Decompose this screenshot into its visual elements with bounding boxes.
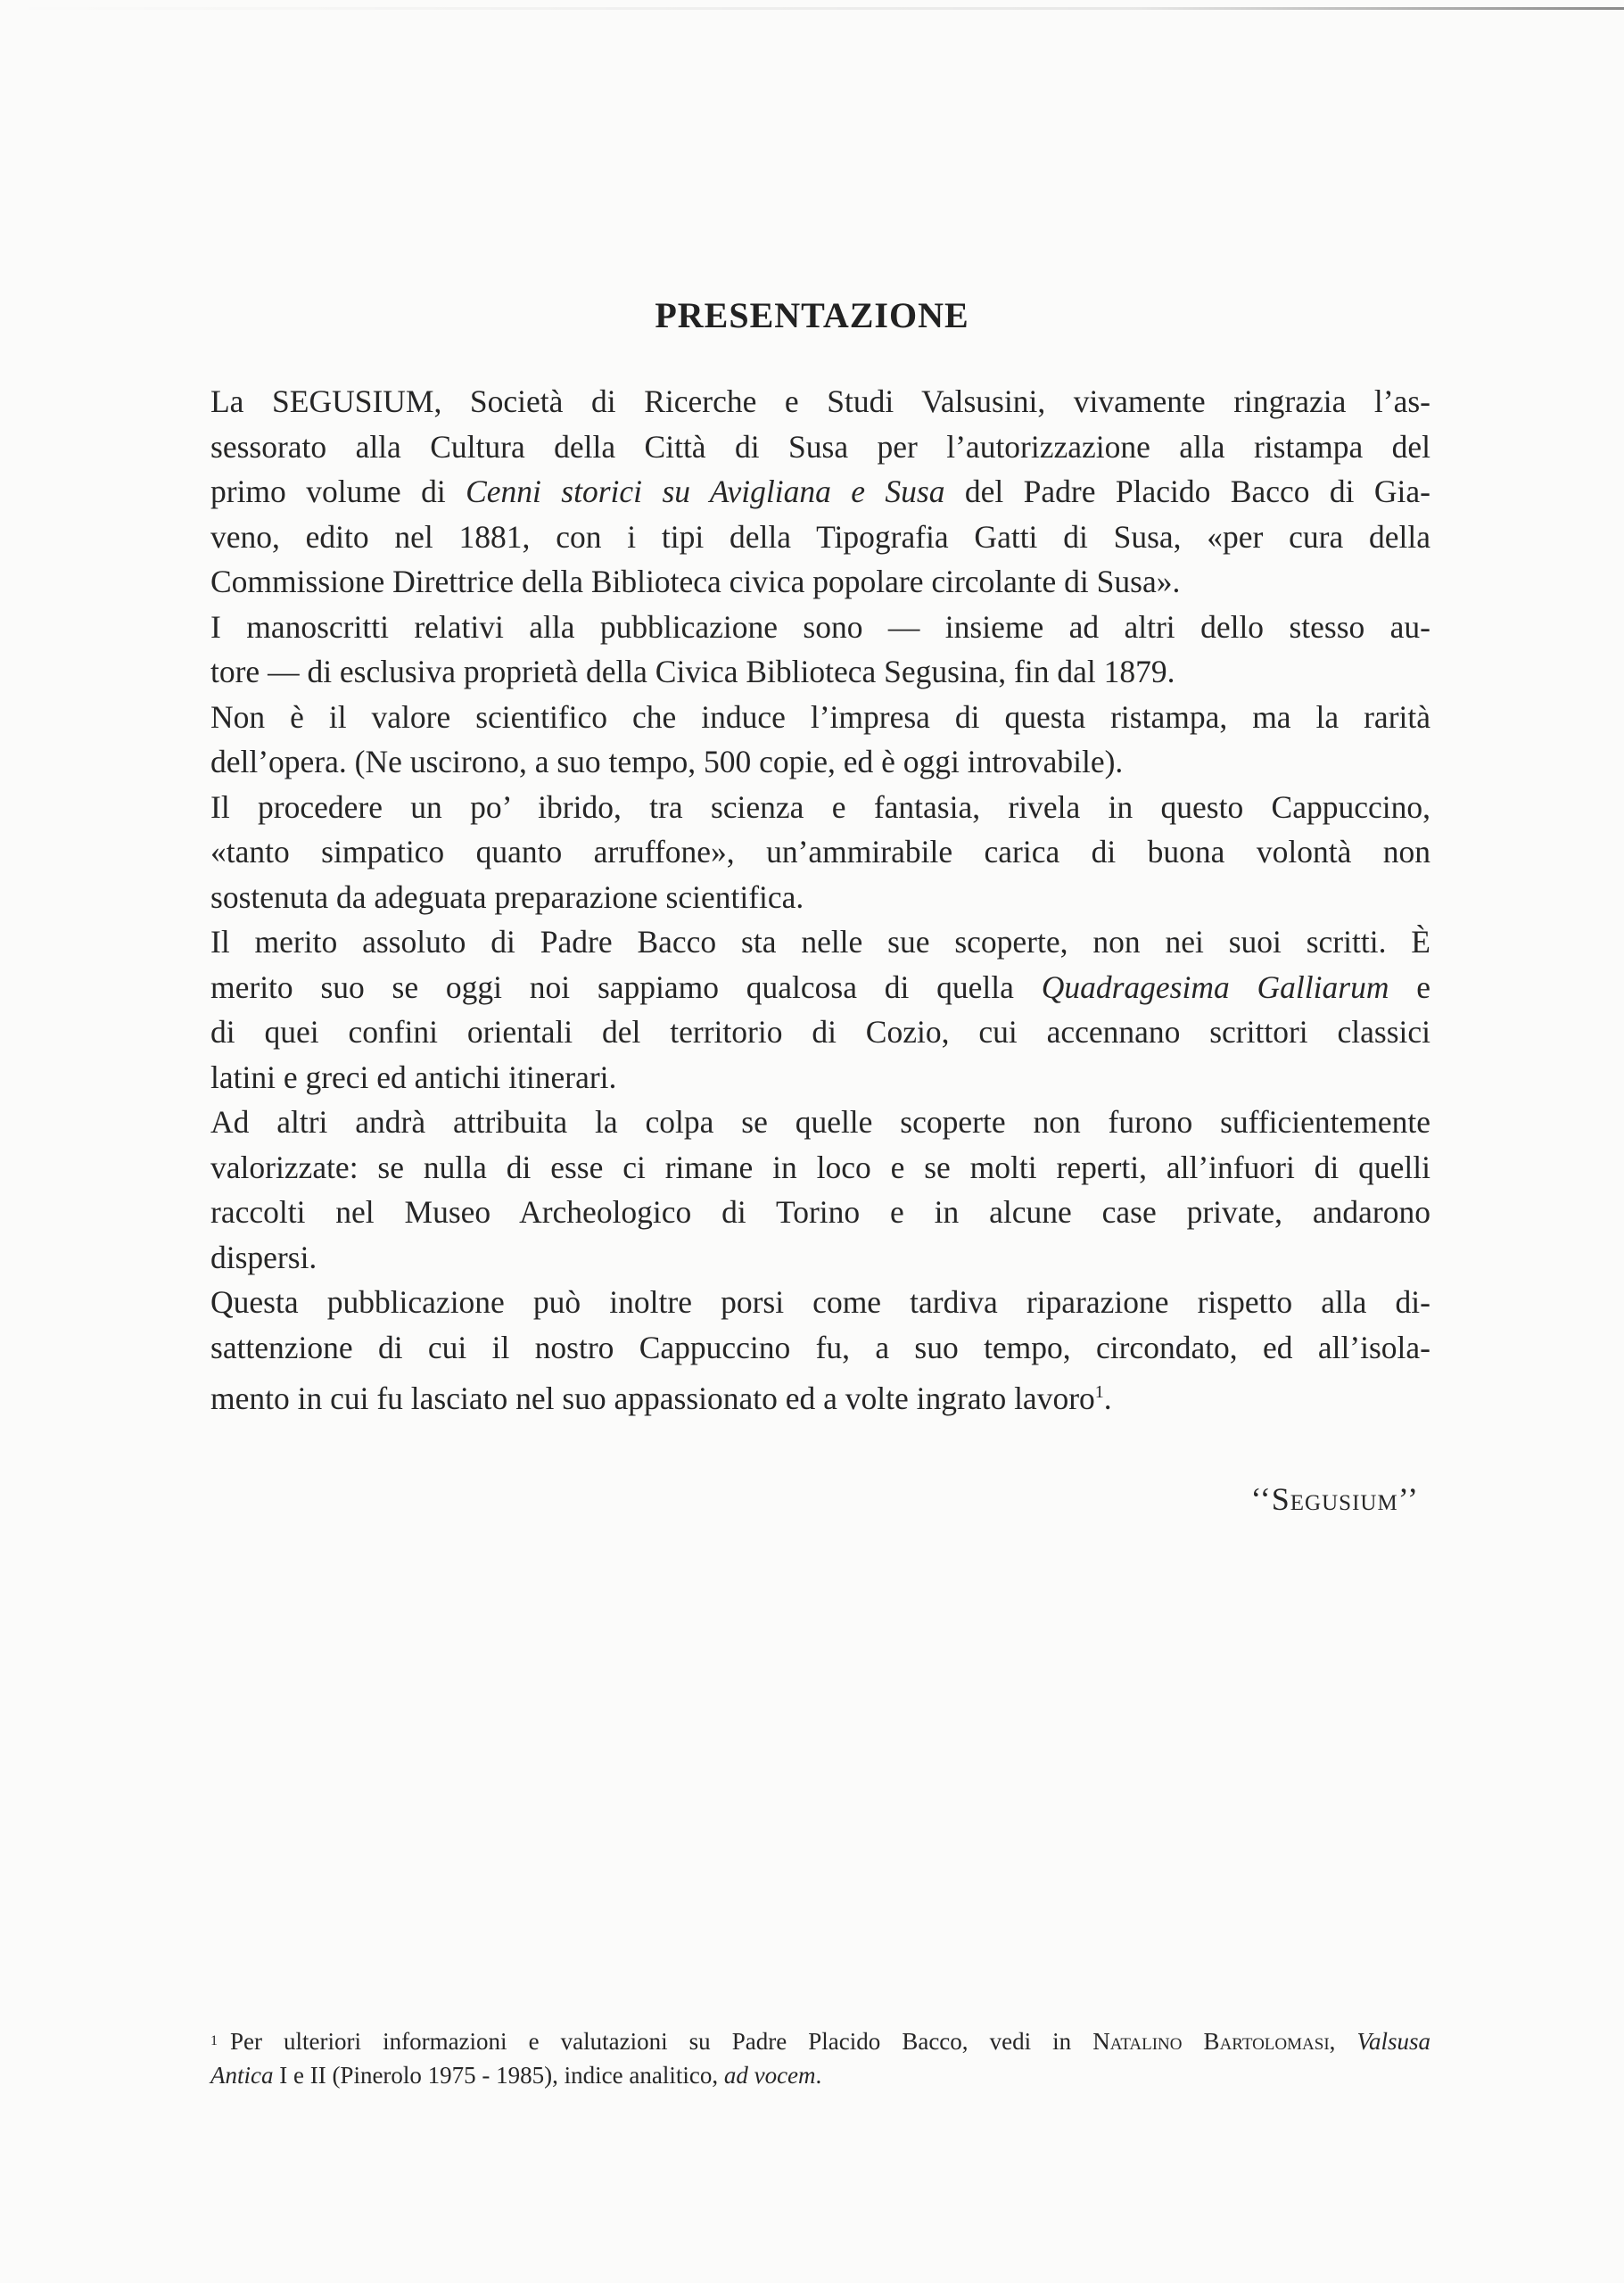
text-run: e [1389,968,1431,1005]
book-title: Antica [210,2062,274,2089]
text-run: sattenzione di cui il nostro Cappuccino fu, a suo tempo, circondato, ed all’isola- [210,1329,1430,1365]
text-run: di quei confini orientali del territorio di Cozio, cui accennano scrittori classici [210,1014,1430,1050]
close-quote: ’’ [1397,1481,1419,1517]
text-run: I manoscritti relativi alla pubblicazione sono — insieme ad altri dello stesso au- [210,608,1430,645]
page-title: PRESENTAZIONE [655,295,969,335]
text-run: valorizzate: se nulla di esse ci rimane in loco e se molti reperti, all’infuori di quelli [210,1149,1430,1185]
text-run: del Padre Placido Bacco di Gia- [944,474,1430,509]
footnote-line [210,2058,1430,2092]
text-run: La SEGUSIUM, Società di Ricerche e Studi Valsusini, vivamente ringrazia l’as- [210,383,1430,419]
author-name: Natalino Bartolomasi [1092,2028,1330,2055]
footnote-line [210,2024,1430,2058]
text-run: , [1329,2028,1357,2055]
book-title: Cenni storici su Avigliana e Susa [466,474,945,509]
body-line [210,1010,1430,1055]
text-run: mento in cui fu lasciato nel suo appassionato ed a volte ingrato lavoro [210,1380,1095,1416]
body-line [210,785,1430,830]
text-run: . [1103,1380,1112,1416]
text-run: tore — di esclusiva proprietà della Civica Biblioteca Segusina, fin dal 1879. [210,654,1175,689]
body-line [210,559,1430,605]
text-run: dell’opera. (Ne uscirono, a suo tempo, 500 copie, ed è oggi introvabile). [210,744,1124,779]
text-run: I e II (Pinerolo 1975 - 1985), indice analitico, [273,2062,724,2089]
signature-name: Segusium [1271,1481,1398,1517]
text-run: Il procedere un po’ ibrido, tra scienza e fantasia, rivela in questo Cappuccino, [210,788,1430,825]
body-line [210,875,1430,920]
body-line [210,424,1430,470]
body-line [210,1325,1430,1371]
body-text [210,379,1430,1421]
latin-term: Quadragesima Galliarum [1041,968,1389,1005]
text-run: primo volume di [210,474,466,509]
book-title: Valsusa [1356,2028,1430,2055]
body-line [210,739,1430,785]
body-line [210,605,1430,650]
body-line [210,965,1430,1010]
text-run: veno, edito nel 1881, con i tipi della Tipografia Gatti di Susa, «per cura della [210,518,1430,555]
body-line [210,1145,1430,1191]
text-run: sostenuta da adeguata preparazione scientifica. [210,878,804,915]
body-line [210,1280,1430,1325]
body-line [210,1190,1430,1235]
signature [1250,1480,1419,1518]
text-run: «tanto simpatico quanto arruffone», un’ammirabile carica di buona volontà non [210,834,1430,870]
text-run: Non è il valore scientifico che induce l’impresa di questa ristampa, ma la rarità [210,698,1430,735]
body-line [210,1055,1430,1100]
body-line [210,515,1430,560]
text-run: Per ulteriori informazioni e valutazioni su Padre Placido Bacco, vedi in [230,2028,1093,2055]
body-line [210,379,1430,424]
text-run: dispersi. [210,1239,317,1275]
body-line [210,695,1430,740]
text-run: merito suo se oggi noi sappiamo qualcosa di quella [210,968,1042,1005]
latin-term: ad vocem [723,2062,816,2089]
body-line [210,919,1430,965]
open-quote: ‘‘ [1250,1481,1272,1517]
text-run: Commissione Direttrice della Biblioteca civica popolare circolante di Susa». [210,564,1181,599]
text-run: . [815,2062,822,2089]
footnote-marker: 1 [210,2033,218,2048]
body-line [210,1370,1430,1421]
footnote [210,2024,1430,2092]
body-line [210,649,1430,695]
body-line [210,1100,1430,1145]
text-run: Ad altri andrà attribuita la colpa se quelle scoperte non furono sufficientemente [210,1104,1430,1140]
body-line [210,829,1430,875]
page-edge-shadow [0,7,1624,10]
body-line [210,469,1430,515]
body-line [210,1235,1430,1281]
text-run: latini e greci ed antichi itinerari. [210,1059,617,1095]
footnote-reference: 1 [1094,1382,1104,1402]
text-run: Il merito assoluto di Padre Bacco sta nelle sue scoperte, non nei suoi scritti. È [210,924,1430,960]
text-run: Questa pubblicazione può inoltre porsi come tardiva riparazione rispetto alla di- [210,1284,1430,1320]
text-run: sessorato alla Cultura della Città di Susa per l’autorizzazione alla ristampa del [210,428,1430,465]
text-run: raccolti nel Museo Archeologico di Torino e in alcune case private, andarono [210,1194,1430,1230]
